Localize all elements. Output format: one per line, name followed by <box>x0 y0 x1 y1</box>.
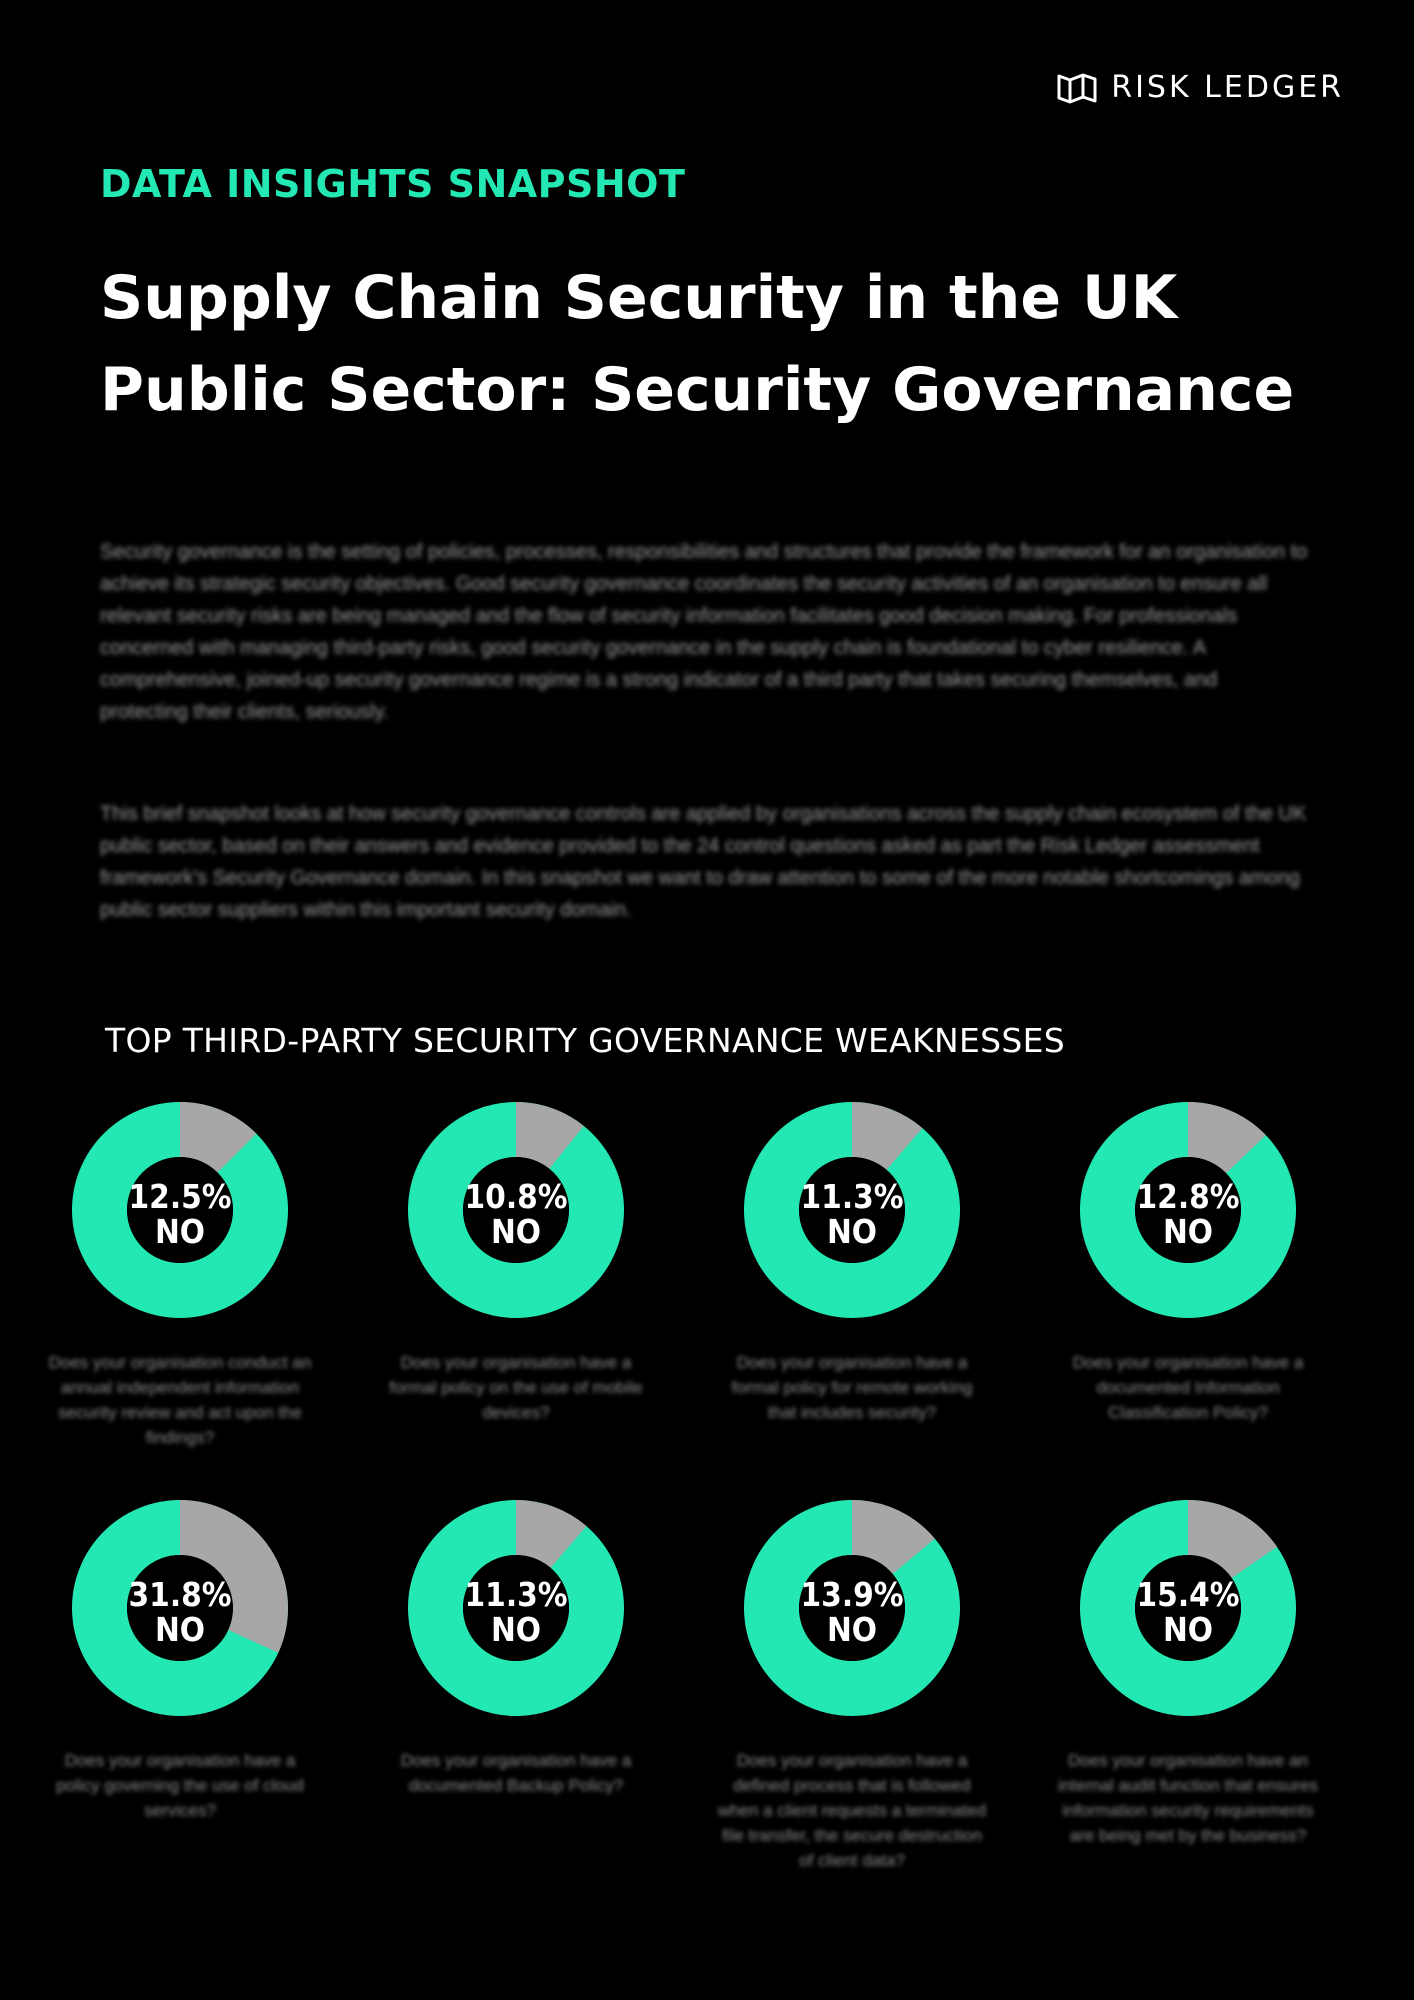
donut-answer-label: NO <box>490 1610 542 1649</box>
donut-percentage-label: 11.3% <box>800 1177 904 1216</box>
donut-answer-label: NO <box>154 1212 206 1251</box>
donut-chart-card <box>366 1498 666 1798</box>
donut-chart <box>1078 1100 1298 1320</box>
intro-paragraph-2: This brief snapshot looks at how security governance controls are applied by organisations across the supply chain ecosystem of the UK public sector, based on their answers and evidence provided to the 24 control questions asked as part the Risk Ledger assessment framework's Security Governance domain. In this snapshot we want to draw attention to some of the more notable shortcomings among public sector suppliers within this important security domain. <box>100 803 1307 921</box>
donut-percentage-label: 15.4% <box>1136 1575 1240 1614</box>
donut-chart <box>742 1498 962 1718</box>
donut-answer-label: NO <box>826 1212 878 1251</box>
donut-chart-card <box>366 1100 666 1425</box>
eyebrow-label: DATA INSIGHTS SNAPSHOT <box>100 162 686 206</box>
open-book-icon <box>1057 72 1097 104</box>
donut-answer-label: NO <box>154 1610 206 1649</box>
donut-chart <box>1078 1498 1298 1718</box>
donut-answer-label: NO <box>826 1610 878 1649</box>
intro-paragraph-1: Security governance is the setting of policies, processes, responsibilities and structures that provide the framework for an organisation to achieve its strategic security objectives. Good security governance coordinates the security activities of an organisation to ensure all relevant security risks are being managed and the flow of security information facilitates good decision making. For professionals concerned with managing third-party risks, good security governance in the supply chain is foundational to cyber resilience. A comprehensive, joined-up security governance regime is a strong indicator of a third party that takes securing themselves, and protecting their clients, seriously. <box>100 541 1308 723</box>
section-heading: TOP THIRD-PARTY SECURITY GOVERNANCE WEAKNESSES <box>105 1021 1066 1060</box>
donut-question-text: Does your organisation have a policy governing the use of cloud services? <box>56 1751 304 1820</box>
donut-question-text: Does your organisation have a formal policy on the use of mobile devices? <box>389 1353 643 1422</box>
donut-chart <box>70 1498 290 1718</box>
donut-percentage-label: 11.3% <box>464 1575 568 1614</box>
donut-chart <box>70 1100 290 1320</box>
donut-chart-card <box>30 1498 330 1823</box>
brand-name: RISK LEDGER <box>1111 70 1344 105</box>
brand-logo <box>1057 70 1344 105</box>
donut-percentage-label: 10.8% <box>464 1177 568 1216</box>
donut-percentage-label: 12.5% <box>128 1177 232 1216</box>
donut-chart-card <box>702 1100 1002 1425</box>
donut-answer-label: NO <box>1162 1610 1214 1649</box>
donut-question-text: Does your organisation have an internal audit function that ensures information security requirements are being met by the business? <box>1058 1751 1318 1845</box>
page-title: Supply Chain Security in the UK Public Sector: Security Governance <box>100 263 1295 425</box>
donut-chart <box>742 1100 962 1320</box>
donut-percentage-label: 13.9% <box>800 1575 904 1614</box>
donut-chart <box>406 1498 626 1718</box>
donut-percentage-label: 31.8% <box>128 1575 232 1614</box>
donut-question-text: Does your organisation have a formal policy for remote working that includes security? <box>731 1353 973 1422</box>
donut-answer-label: NO <box>1162 1212 1214 1251</box>
donut-question-text: Does your organisation conduct an annual independent information security review and act upon the findings? <box>48 1353 312 1447</box>
donut-chart-card <box>702 1498 1002 1873</box>
donut-question-text: Does your organisation have a documented Backup Policy? <box>400 1751 632 1795</box>
donut-question-text: Does your organisation have a defined process that is followed when a client requests a terminated file transfer, the secure destruction of client data? <box>717 1751 987 1870</box>
donut-chart <box>406 1100 626 1320</box>
donut-chart-grid <box>48 1100 1354 1900</box>
donut-question-text: Does your organisation have a documented Information Classification Policy? <box>1072 1353 1304 1422</box>
donut-percentage-label: 12.8% <box>1136 1177 1240 1216</box>
donut-answer-label: NO <box>490 1212 542 1251</box>
donut-chart-card <box>1038 1498 1338 1848</box>
donut-chart-card <box>1038 1100 1338 1425</box>
donut-chart-card <box>30 1100 330 1450</box>
